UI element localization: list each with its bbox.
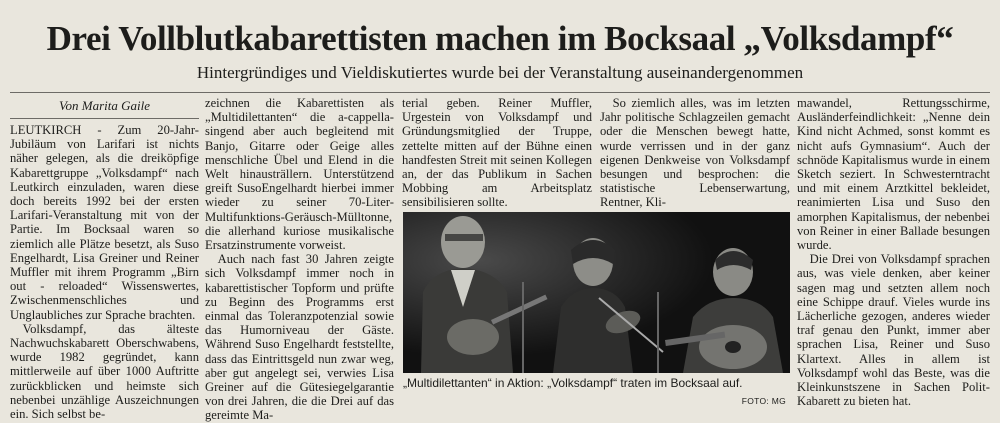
paragraph: Volksdampf, das älteste Nachwuchskabarett Oberschwabens, wurde 1982 gegründet, kann mittlerweile auf über 1000 Auftritte zurückblicken und heimste sich nebenbei unzählige Auszeichnungen ein. Sich selbst be- (10, 321, 199, 422)
performers-illustration (403, 212, 790, 373)
header-divider (10, 92, 990, 93)
article-column-3 (402, 96, 592, 210)
paragraph: zeichnen die Kabarettisten als „Multidilettanten“ die a-cappella-singend aber auch begleitend mit Banjo, Gitarre oder Geige alles menschliche Übel und Elend in die Welt hinausträllern. Unterstützend greift SusoEngelhardt hierbei immer wieder zu seiner 70-Liter-Multifunktions-Geräusch-Mülltonne, die allerhand kuriose musikalische Ersatzinstrumente vorweist. (205, 96, 394, 253)
performers-photo (403, 212, 790, 373)
paragraph: So ziemlich alles, was im letzten Jahr politische Schlagzeilen gemacht oder die Menschen bewegt hatte, wurde verrissen und in der ganz eigenen Denkweise von Volksdampf besungen und besprochen: die statistische Lebenserwartung, Rentner, Kli- (600, 96, 790, 210)
paragraph: mawandel, Rettungsschirme, Ausländerfeindlichkeit: „Nenne dein Kind nicht Achmed, sonst kommt es nicht aufs Gymnasium“. Auch der schnöde Kapitalismus wurde in einem Sketch seziert. In Schwesterntracht und mit einem Arztkittel bekleidet, reanimierten Lisa und Suso den amorphen Kapitalismus, der nebenbei von Reiner in einer Ballade besungen wurde. (797, 96, 990, 253)
paragraph: terial geben. Reiner Muffler, Urgestein von Volksdampf und Gründungsmitglied der Truppe, zettelte mitten auf der Bühne einen handfesten Streit mit seinen Kollegen an, der das Publikum in Sachen Mobbing am Arbeitsplatz sensibilisieren sollte. (402, 96, 592, 210)
paragraph: Auch nach fast 30 Jahren zeigte sich Volksdampf immer noch in kabarettistischer Topform und prüfte zu Beginn des Programms erst einmal das Toleranzpotenzial sowie das Humorniveau der Gäste. Während Suso Engelhardt feststellte, dass das Eintrittsgeld nun zwar weg, aber gut angelegt sei, verwies Lisa Greiner auf die Gütesiegelgarantie von drei Jahren, die die Drei auf das gereimte Ma- (205, 252, 394, 423)
article-column-4 (600, 96, 790, 210)
paragraph: LEUTKIRCH - Zum 20-Jahr-Jubiläum von Larifari ist nichts näher gelegen, als die dreiköpfige Kabarettgruppe „Volksdampf“ nach Leutkirch einzuladen, waren diese doch bereits 1992 bei der ersten Larifari-Veranstaltung mit von der Partie. Im Bocksaal waren so ziemlich alle Plätze besetzt, als Suso Engelhardt, Lisa Greiner und Reiner Muffler mit ihrem Programm „Birn out - reloaded“ Wissenswertes, Zwischenmenschliches und Unglaubliches zur Sprache brachten. (10, 123, 199, 322)
article-column-1 (10, 96, 199, 422)
subheadline: Hintergründiges und Vieldiskutiertes wurde bei der Veranstaltung auseinandergenommen (196, 63, 804, 82)
byline: Von Marita Gaile (59, 98, 150, 113)
paragraph: Die Drei von Volksdampf sprachen aus, was viele denken, aber keiner sagen mag und setzten allem noch eine Schippe drauf. Vieles wurde ins Lächerliche gezogen, anderes wieder traf genau den Punkt, immer aber sprachen Lisa, Reiner und Suso Klartext. Alles in allem ist Volksdampf wohl das Beste, was die Kleinkunstszene in Sachen Polit-Kabarett zu bieten hat. (797, 252, 990, 409)
headline: Drei Vollblutkabarettisten machen im Bocksaal „Volksdampf“ (46, 19, 954, 58)
photo-credit: FOTO: MG (741, 396, 786, 406)
caption-text: „Multidilettanten“ in Aktion: „Volksdampf“ traten im Bocksaal auf. (403, 376, 743, 390)
article-column-5 (797, 96, 990, 408)
byline-divider (10, 118, 199, 119)
photo-caption (403, 374, 790, 406)
article-column-2 (205, 96, 394, 423)
